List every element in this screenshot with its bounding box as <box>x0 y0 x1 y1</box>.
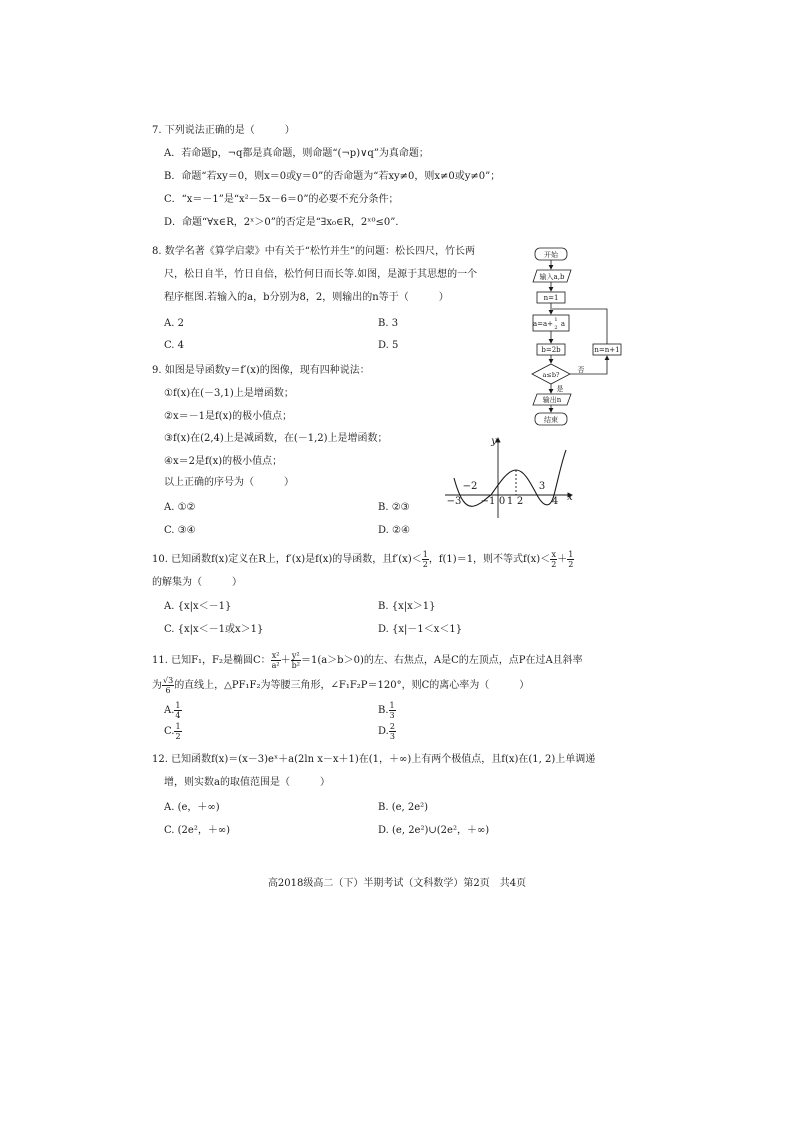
q11-post: ＝1(a＞b＞0)的左、右焦点，A是C的左顶点，点P在过A且斜率 <box>300 655 583 666</box>
q9-statement-2: ②x＝－1是f(x)的极小值点； <box>164 411 293 422</box>
q10-option-d: D. {x|－1＜x＜1} <box>378 624 463 635</box>
q7-option-b: B．命题“若xy＝0，则x＝0或y＝0”的否命题为“若xy≠0，则x≠0或y≠0”； <box>164 171 501 182</box>
flow-no-label: 否 <box>577 366 585 374</box>
flow-init-text: n=1 <box>543 294 559 302</box>
q8-option-d: D. 5 <box>378 340 399 351</box>
q9-option-d: D. ②④ <box>378 525 410 536</box>
q9-derivative-graph <box>440 432 580 522</box>
q12-line2: 增，则实数a的取值范围是（ ） <box>164 777 330 788</box>
graph-y-label: y <box>491 436 497 447</box>
q9-option-a: A. ①② <box>164 502 196 513</box>
q8-option-a: A. 2 <box>164 318 184 329</box>
flow-end-text: 结束 <box>544 416 558 424</box>
graph-tick-1: 1 <box>506 496 514 507</box>
graph-tick-0: 0 <box>498 496 506 507</box>
flow-step-a-num: 1 <box>554 317 558 323</box>
q7-option-c: C．“x＝－1”是“x²－5x－6＝0”的必要不充分条件； <box>164 194 399 205</box>
q9-statement-1: ①f(x)在(－3,1)上是增函数； <box>164 388 294 399</box>
q11-pre: 11. 已知F₁，F₂是椭圆C： <box>152 655 271 666</box>
flow-step-a-post: a <box>560 320 566 328</box>
q7-stem: 7. 下列说法正确的是（ ） <box>152 125 295 136</box>
q11-option-d: D. $\frac{2}{3}$ <box>378 722 395 741</box>
q12-option-b: B. (e, 2e²) <box>378 802 429 813</box>
q8-flowchart <box>520 240 635 430</box>
flow-output-text: 输出n <box>542 396 562 404</box>
q9-option-b: B. ②③ <box>378 502 410 513</box>
graph-tick-m2: −2 <box>462 481 478 492</box>
q12-line1: 12. 已知函数f(x)＝(x－3)eˣ＋a(2ln x－x＋1)在(1，＋∞)上有两个极值点，且f(x)在(1, 2)上单调递 <box>152 754 596 765</box>
q8-line3: 程序框图.若输入的a，b分别为8，2，则输出的n等于（ ） <box>164 292 449 303</box>
q8-option-b: B. 3 <box>378 318 399 329</box>
graph-x-label: x <box>567 492 573 503</box>
q10-frac-3: $\frac{1}{2}$ <box>568 550 574 569</box>
q11-plus: ＋ <box>280 655 291 666</box>
q11-line1 <box>152 651 583 670</box>
graph-tick-m1: −1 <box>480 496 496 507</box>
q12-option-d: D. (e, 2e²)∪(2e²，＋∞) <box>378 825 490 836</box>
flow-incr-text: n=n+1 <box>594 346 620 354</box>
q8-option-c: C. 4 <box>164 340 185 351</box>
q7-option-d: D．命题“∀x∈R，2ˣ＞0”的否定是“∃x₀∈R，2ˣ⁰≤0”． <box>164 217 406 228</box>
flow-step-a-pre: a=a+ <box>532 320 554 328</box>
q9-option-c: C. ③④ <box>164 525 196 536</box>
q10-line1-pre: 10. 已知函数f(x)定义在R上，f′(x)是f(x)的导函数，且f′(x)＜ <box>152 554 422 565</box>
q11-line2-post: 的直线上，△PF₁F₂为等腰三角形，∠F₁F₂P＝120°，则C的离心率为（ ） <box>174 680 530 691</box>
flow-step-b-text: b=2b <box>541 346 561 354</box>
q10-option-c: C. {x|x＜－1或x＞1} <box>164 624 264 635</box>
q10-frac-2: $\frac{x}{2}$ <box>551 550 557 569</box>
flow-start-text: 开始 <box>544 251 558 259</box>
flow-condition-text: a≤b? <box>542 371 560 379</box>
graph-tick-m3: −3 <box>446 496 462 507</box>
q11-line2-pre: 为 <box>152 680 162 691</box>
q8-line2: 尺，松日自半，竹日自倍，松竹何日而长等.如图，是源于其思想的一个 <box>164 269 478 280</box>
q12-option-c: C. (2e²，＋∞) <box>164 825 231 836</box>
q11-frac-slope: $\frac{√3}{6}$ <box>163 676 174 695</box>
q9-statement-3: ③f(x)在(2,4)上是减函数，在(－1,2)上是增函数； <box>164 433 388 444</box>
q10-option-b: B. {x|x＞1} <box>378 601 436 612</box>
q7-option-a: A．若命题p，¬q都是真命题，则命题“(¬p)∨q”为真命题； <box>164 148 429 159</box>
q9-ask: 以上正确的序号为（ ） <box>164 477 294 488</box>
q11-frac-x: $\frac{\text{x²}}{\text{a²}}$ <box>271 651 280 670</box>
q8-line1: 8. 数学名著《算学启蒙》中有关于“松竹并生”的问题：松长四尺，竹长两 <box>152 246 475 257</box>
q11-option-b: B. $\frac{1}{3}$ <box>378 701 395 720</box>
q10-frac-1: $\frac{1}{2}$ <box>422 550 428 569</box>
q10-line1 <box>152 550 574 569</box>
q9-stem: 9. 如图是导函数y＝f′(x)的图像，现有四种说法： <box>152 365 370 376</box>
q9-statement-4: ④x＝2是f(x)的极小值点； <box>164 456 283 467</box>
graph-tick-4: 4 <box>551 496 559 507</box>
q10-line2: 的解集为（ ） <box>152 577 242 588</box>
q10-plus: ＋ <box>557 554 568 565</box>
q12-option-a: A. (e，＋∞) <box>164 802 220 813</box>
q11-option-a: A. $\frac{1}{4}$ <box>164 701 181 720</box>
q11-frac-y: $\frac{\text{y²}}{\text{b²}}$ <box>291 651 300 670</box>
page-footer: 高2018级高二（下）半期考试（文科数学）第2页 共4页 <box>267 878 527 889</box>
flow-step-a-den: 2 <box>554 325 558 331</box>
q10-option-a: A. {x|x＜－1} <box>164 601 232 612</box>
flow-input-text: 输入a,b <box>539 273 565 281</box>
graph-tick-3: 3 <box>538 481 546 492</box>
flow-yes-label: 是 <box>556 385 564 393</box>
q11-option-c: C. $\frac{1}{2}$ <box>164 722 181 741</box>
q10-line1-mid: ，f(1)＝1，则不等式f(x)＜ <box>428 554 551 565</box>
q11-line2 <box>152 676 529 695</box>
graph-tick-2: 2 <box>516 496 524 507</box>
